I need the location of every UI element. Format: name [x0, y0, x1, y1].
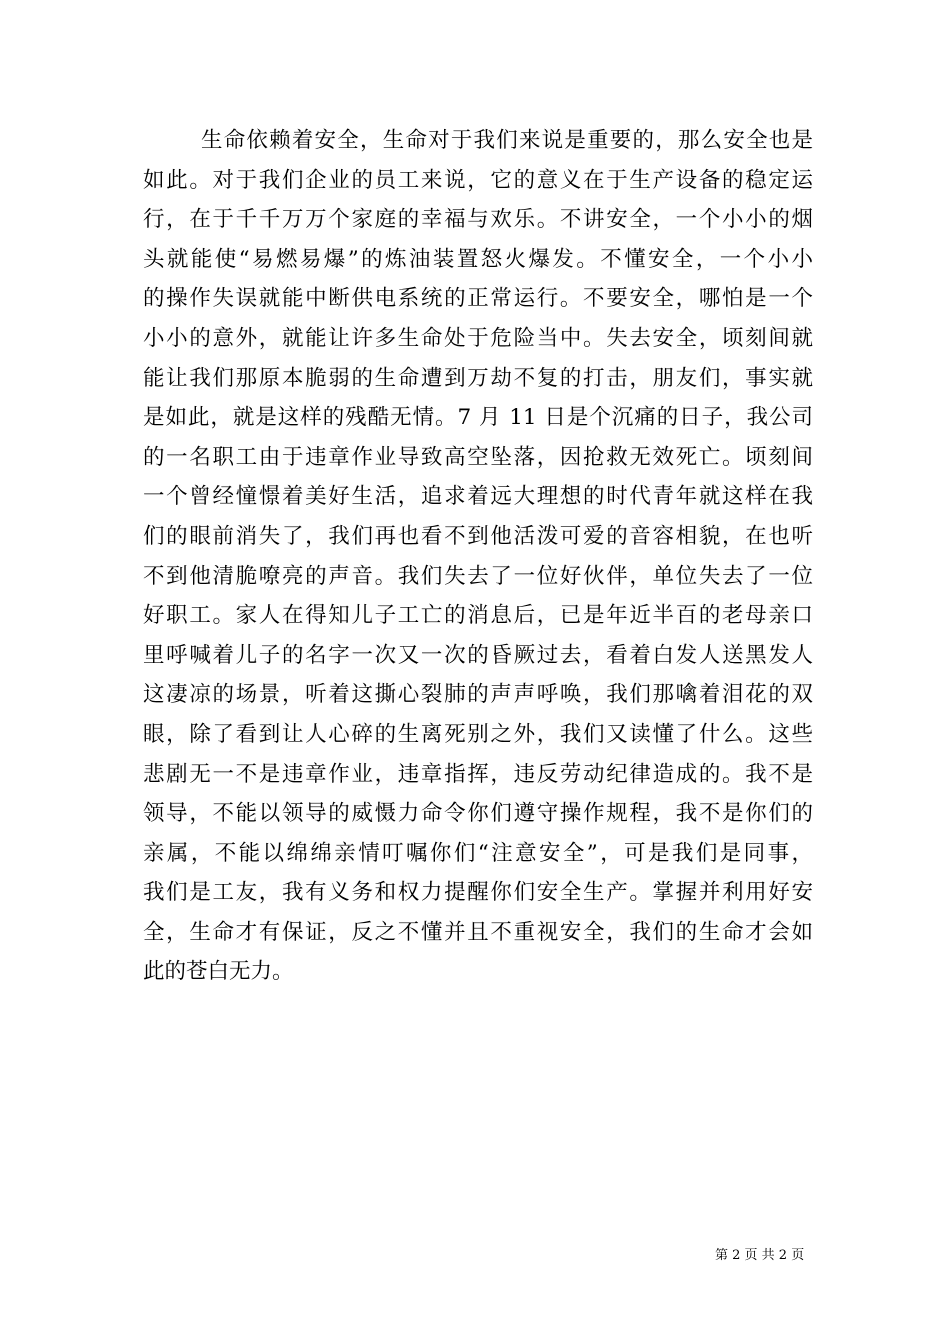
body-paragraph [143, 121, 813, 992]
paragraph-line: 一个曾经憧憬着美好生活，追求着远大理想的时代青年就这样在我 [143, 484, 813, 510]
paragraph-line: 们的眼前消失了，我们再也看不到他活泼可爱的音容相貌，在也听 [143, 523, 813, 549]
paragraph-line: 全，生命才有保证，反之不懂并且不重视安全，我们的生命才会如 [143, 919, 813, 945]
paragraph-line: 如此。对于我们企业的员工来说，它的意义在于生产设备的稳定运 [143, 167, 813, 193]
paragraph-line: 小小的意外，就能让许多生命处于危险当中。失去安全，顷刻间就 [143, 325, 813, 351]
paragraph-line: 领导，不能以领导的威慑力命令你们遵守操作规程，我不是你们的 [143, 801, 813, 827]
paragraph-line: 是如此，就是这样的残酷无情。7 月 11 日是个沉痛的日子，我公司 [143, 405, 813, 431]
paragraph-line: 我们是工友，我有义务和权力提醒你们安全生产。掌握并利用好安 [143, 880, 813, 906]
paragraph-line: 的操作失误就能中断供电系统的正常运行。不要安全，哪怕是一个 [143, 286, 813, 312]
paragraph-line: 的一名职工由于违章作业导致高空坠落，因抢救无效死亡。顷刻间 [143, 444, 813, 470]
paragraph-line: 此的苍白无力。 [143, 959, 294, 985]
page-number-footer: 第 2 页 共 2 页 [715, 1248, 805, 1263]
paragraph-line: 生命依赖着安全，生命对于我们来说是重要的，那么安全也是 [201, 128, 813, 153]
paragraph-line: 能让我们那原本脆弱的生命遭到万劫不复的打击，朋友们，事实就 [143, 365, 813, 391]
paragraph-line: 眼，除了看到让人心碎的生离死别之外，我们又读懂了什么。这些 [143, 721, 813, 747]
paragraph-line: 亲属，不能以绵绵亲情叮嘱你们“注意安全”，可是我们是同事， [143, 840, 813, 866]
paragraph-line: 好职工。家人在得知儿子工亡的消息后，已是年近半百的老母亲口 [143, 603, 813, 629]
paragraph-line: 悲剧无一不是违章作业，违章指挥，违反劳动纪律造成的。我不是 [143, 761, 813, 787]
paragraph-line: 不到他清脆嘹亮的声音。我们失去了一位好伙伴，单位失去了一位 [143, 563, 813, 589]
paragraph-line: 这凄凉的场景，听着这撕心裂肺的声声呼唤，我们那噙着泪花的双 [143, 682, 813, 708]
paragraph-line: 头就能使“易燃易爆”的炼油装置怒火爆发。不懂安全，一个小小 [143, 246, 813, 272]
paragraph-line: 行，在于千千万万个家庭的幸福与欢乐。不讲安全，一个小小的烟 [143, 207, 813, 233]
paragraph-line: 里呼喊着儿子的名字一次又一次的昏厥过去，看着白发人送黑发人 [143, 642, 813, 668]
